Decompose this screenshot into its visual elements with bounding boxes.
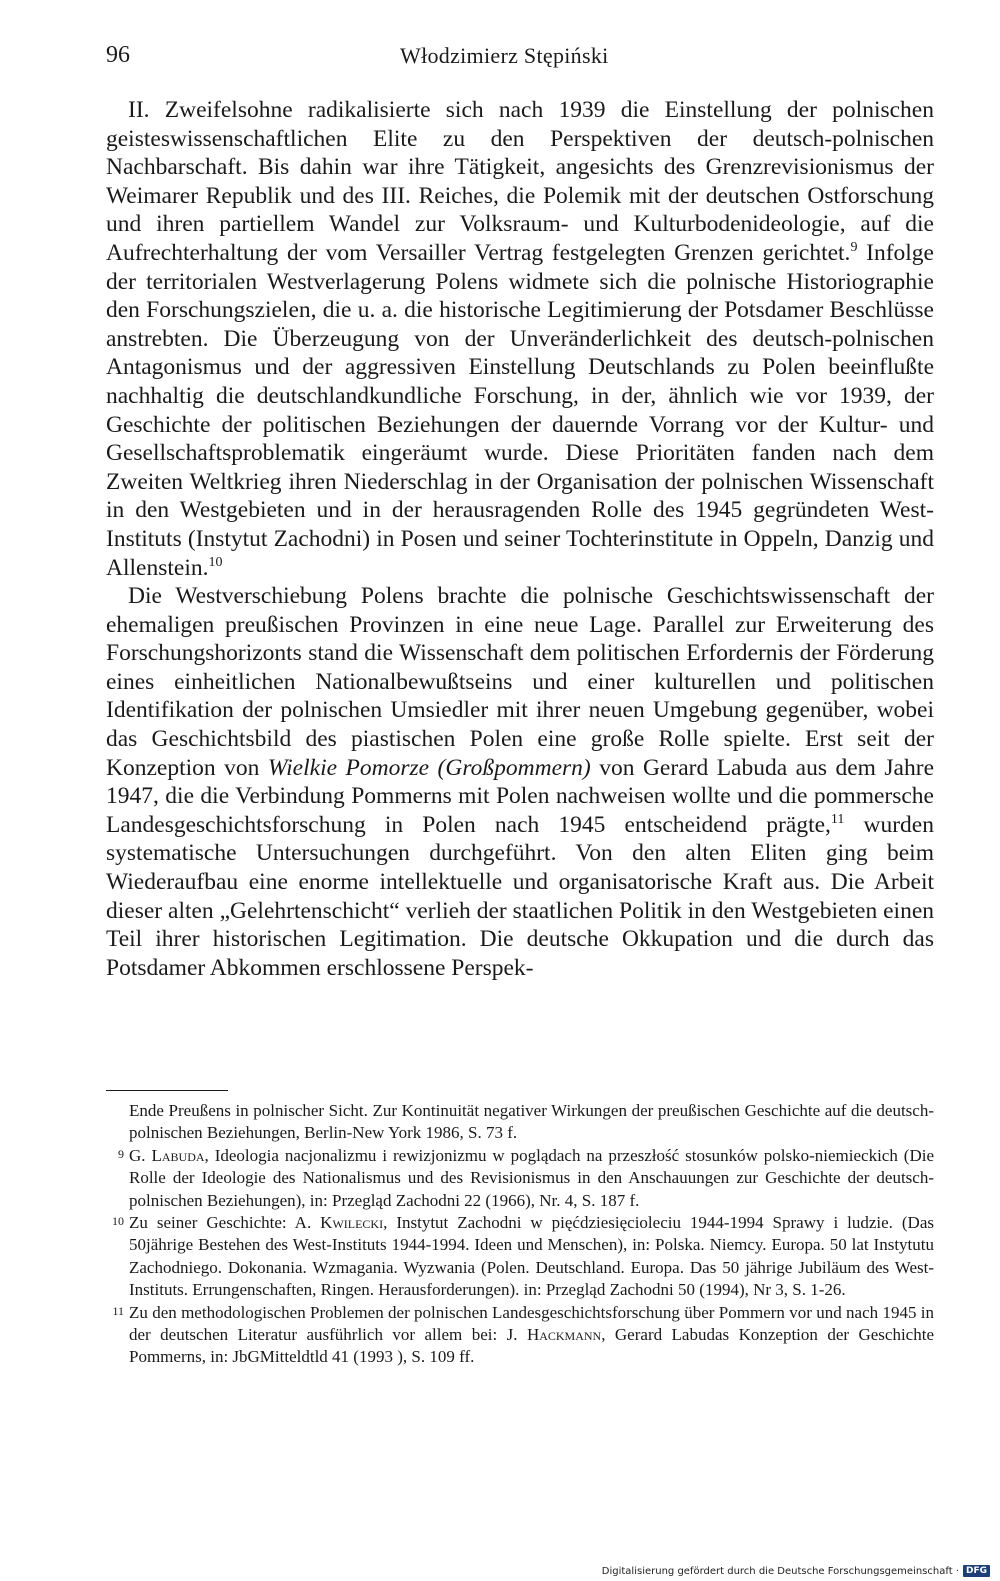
footnote-ref[interactable]: 9 xyxy=(850,239,858,255)
paragraph-text: II. Zweifelsohne radikalisierte sich nach 1939 die Einstellung der polnischen geisteswissenschaftlichen Elite zu den Perspektiven der deutsch-polnischen Nachbarschaft. Bis dahin war ihre Tätigkeit, angesichts des Grenzrevisionismus der Weimarer Republik und des III. Reiches, die Polemik mit der deutschen Ostforschung und ihren partiellem Wandel zur Volksraum- und Kulturbodenideologie, auf die Aufrechterhaltung der vom Versailler Vertrag festgelegten Grenzen gerichtet. xyxy=(106,97,934,266)
footnote-author: Hackmann xyxy=(526,1325,602,1345)
paragraph-text: wurden systematische Untersuchungen durchgeführt. Von den alten Eliten ging beim Wiederaufbau eine enorme intellektuelle und organisatorische Kraft aus. Die Arbeit dieser alten „Gelehrtenschicht“ verlieh der staatlichen Politik in den Westgebieten einen Teil ihrer historischen Legitimation. Die deutsche Okkupation und die durch das Potsdamer Abkommen erschlossene Perspek- xyxy=(106,811,934,981)
paragraph-text: Infolge der territorialen Westverlagerung Polens widmete sich die polnische Historiographie den Forschungszielen, die u. a. die historische Legitimierung der Potsdamer Beschlüsse anstrebten. Die Überzeugung von der Unveränderlichkeit des deutsch-polnischen Antagonismus und der aggressiven Einstellung Deutschlands zu Polen beeinflußte nachhaltig die deutschlandkundliche Forschung, in der, ähnlich wie vor 1939, der Geschichte der politischen Beziehungen der dauernde Vorrang vor der Kultur- und Gesellschaftsproblematik eingeräumt wurde. Diese Prioritäten fanden nach dem Zweiten Weltkrieg ihren Niederschlag in der Organisation der polnischen Wissenschaft in den Westgebieten und in der herausragenden Rolle des 1945 gegründeten West-Instituts (Instytut Zachodni) in Posen und seiner Tochterinstitute in Oppeln, Danzig und Allenstein. xyxy=(106,239,934,581)
footnote-number: 11 xyxy=(112,1303,124,1318)
footnote-number: 9 xyxy=(118,1146,124,1161)
running-head: Włodzimierz Stępiński xyxy=(400,43,609,68)
paragraph xyxy=(106,96,934,582)
footnote-continued xyxy=(106,1100,934,1145)
footnote-text: , Ideologia nacjonalizmu i rewizjonizmu w poglądach na przeszłość stosunków polsko-niemieckich (Die Rolle der Ideologie des Nationalismus und des Revisionismus in den Anschauungen zur Geschichte der deutsch-polnischen Beziehungen), in: Przegląd Zachodni 22 (1966), Nr. 4, S. 187 f. xyxy=(129,1145,934,1210)
footnote-number: 10 xyxy=(112,1214,124,1229)
italic-title: Wielkie Pomorze (Großpommern) xyxy=(267,754,591,781)
paragraph xyxy=(106,582,934,982)
footnote-text: , Gerard Labudas Konzeption der Geschichte Pommerns, in: JbGMitteldtld 41 (1993 ), S. 109 ff. xyxy=(129,1325,934,1367)
paragraph-text: von Gerard Labuda aus dem Jahre 1947, die die Verbindung Pommerns mit Polen nachweisen wollte und die pommersche Landesgeschichtsforschung in Polen nach 1945 entscheidend prägte, xyxy=(106,754,934,838)
footnote-ref[interactable]: 10 xyxy=(208,554,223,570)
footnote-ref[interactable]: 11 xyxy=(830,811,845,827)
footnote-text: Zu seiner Geschichte: A. xyxy=(129,1213,321,1233)
footnotes xyxy=(106,1100,934,1369)
footnote-author: Kwilecki xyxy=(320,1213,384,1233)
credit-text: Digitalisierung gefördert durch die Deutsche Forschungsgemeinschaft · xyxy=(601,1565,959,1577)
page-number: 96 xyxy=(106,42,130,68)
paragraph-text: Die Westverschiebung Polens brachte die polnische Geschichtswissenschaft der ehemaligen preußischen Provinzen in eine neue Lage. Parallel zur Erweiterung des Forschungshorizonts stand die Wissenschaft dem politischen Erfordernis der Förderung eines einheitlichen Nationalbewußtseins und einer kulturellen und politischen Identifikation der polnischen Umsiedler mit ihrer neuen Umgebung gegenüber, wobei das Geschichtsbild des piastischen Polen eine große Rolle spielte. Erst seit der Konzeption von xyxy=(106,583,934,781)
footnote-text: Ende Preußens in polnischer Sicht. Zur Kontinuität negativer Wirkungen der preußischen Geschichte auf die deutsch-polnischen Beziehungen, Berlin-New York 1986, S. 73 f. xyxy=(129,1101,934,1143)
footnote-text: G. xyxy=(129,1145,152,1165)
body-text xyxy=(106,96,934,982)
digitization-credit xyxy=(602,1565,990,1577)
footnote-text: Zu den methodologischen Problemen der polnischen Landesgeschichtsforschung über Pommern vor und nach 1945 in der deutschen Literatur ausführlich vor allem bei: J. xyxy=(129,1302,934,1345)
footnote-11 xyxy=(106,1302,934,1369)
footnote-9 xyxy=(106,1145,934,1212)
footnote-author: Labuda xyxy=(151,1145,205,1165)
footnote-10 xyxy=(106,1212,934,1302)
dfg-logo[interactable]: DFG xyxy=(963,1565,990,1577)
footnote-text: , Instytut Zachodni w pięćdziesięcioleciu 1944-1994 Sprawy i ludzie. (Das 50jährige Bestehen des West-Instituts 1944-1994. Ideen und Menschen), in: Polska. Niemcy. Europa. 50 lat Instytutu Zachodniego. Dokonania. Wzmagania. Wyzwania (Polen. Deutschland. Europa. Das 50 jährige Jubiläum des West-Instituts. Errungenschaften, Ringen. Herausforderungen). in: Przegląd Zachodni 50 (1994), Nr 3, S. 1-26. xyxy=(129,1213,934,1300)
footnote-divider xyxy=(106,1090,228,1091)
